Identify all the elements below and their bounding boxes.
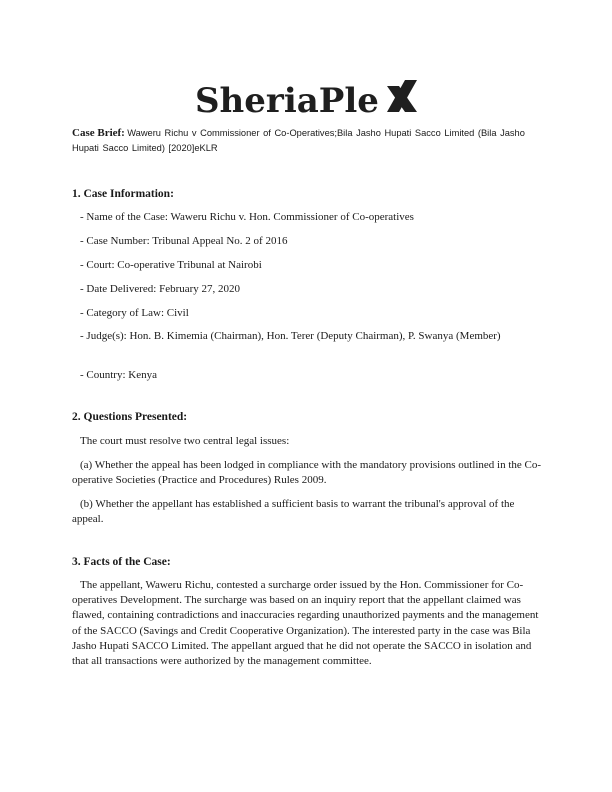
case-brief-label: Case Brief: bbox=[72, 127, 125, 139]
case-brief-title: Waweru Richu v Commissioner of Co-Operatives;Bila Jasho Hupati Sacco Limited (Bila Jasho Hupati Sacco Limited) [2020]eKLR bbox=[72, 128, 525, 153]
case-number-item: - Case Number: Tribunal Appeal No. 2 of 2016 bbox=[80, 235, 288, 247]
facts-body: The appellant, Waweru Richu, contested a surcharge order issued by the Hon. Commissioner for Co-operatives Development. The surcharge was based on an inquiry report that the appellant claimed was flawed, containing contradictions and inaccuracies regarding unauthorized payments and the management of the SACCO (Savings and Credit Cooperative Organization). The interested party in the case was Bila Jasho Hupati SACCO Limited. The appellant argued that he did not operate the SACCO in isolation and that all transactions were authorized by the management committee. bbox=[72, 579, 539, 668]
logo-x-mark bbox=[387, 80, 417, 112]
questions-intro: The court must resolve two central legal issues: bbox=[80, 435, 290, 447]
logo-graphic bbox=[191, 74, 421, 124]
case-brief-header bbox=[72, 126, 550, 156]
logo-wordmark: SheriaPle bbox=[195, 81, 379, 121]
court-item: - Court: Co-operative Tribunal at Nairobi bbox=[80, 259, 262, 271]
sheriaplex-logo bbox=[0, 74, 612, 124]
question-b: (b) Whether the appellant has established a sufficient basis to warrant the tribunal's approval of the appeal. bbox=[72, 498, 515, 525]
date-delivered-item: - Date Delivered: February 27, 2020 bbox=[80, 283, 241, 295]
country-item: - Country: Kenya bbox=[80, 369, 157, 381]
section-facts-title: 3. Facts of the Case: bbox=[72, 556, 171, 568]
question-a: (a) Whether the appeal has been lodged in compliance with the mandatory provisions outlined in the Co-operative Societies (Practice and Procedures) Rules 2009. bbox=[72, 459, 542, 486]
section-questions-presented-title: 2. Questions Presented: bbox=[72, 411, 188, 423]
category-of-law-item: - Category of Law: Civil bbox=[80, 307, 189, 319]
case-name-item: - Name of the Case: Waweru Richu v. Hon. Commissioner of Co-operatives bbox=[80, 211, 414, 223]
judges-item: - Judge(s): Hon. B. Kimemia (Chairman), Hon. Terer (Deputy Chairman), P. Swanya (Member) bbox=[80, 330, 501, 342]
section-case-information-title: 1. Case Information: bbox=[72, 188, 174, 200]
